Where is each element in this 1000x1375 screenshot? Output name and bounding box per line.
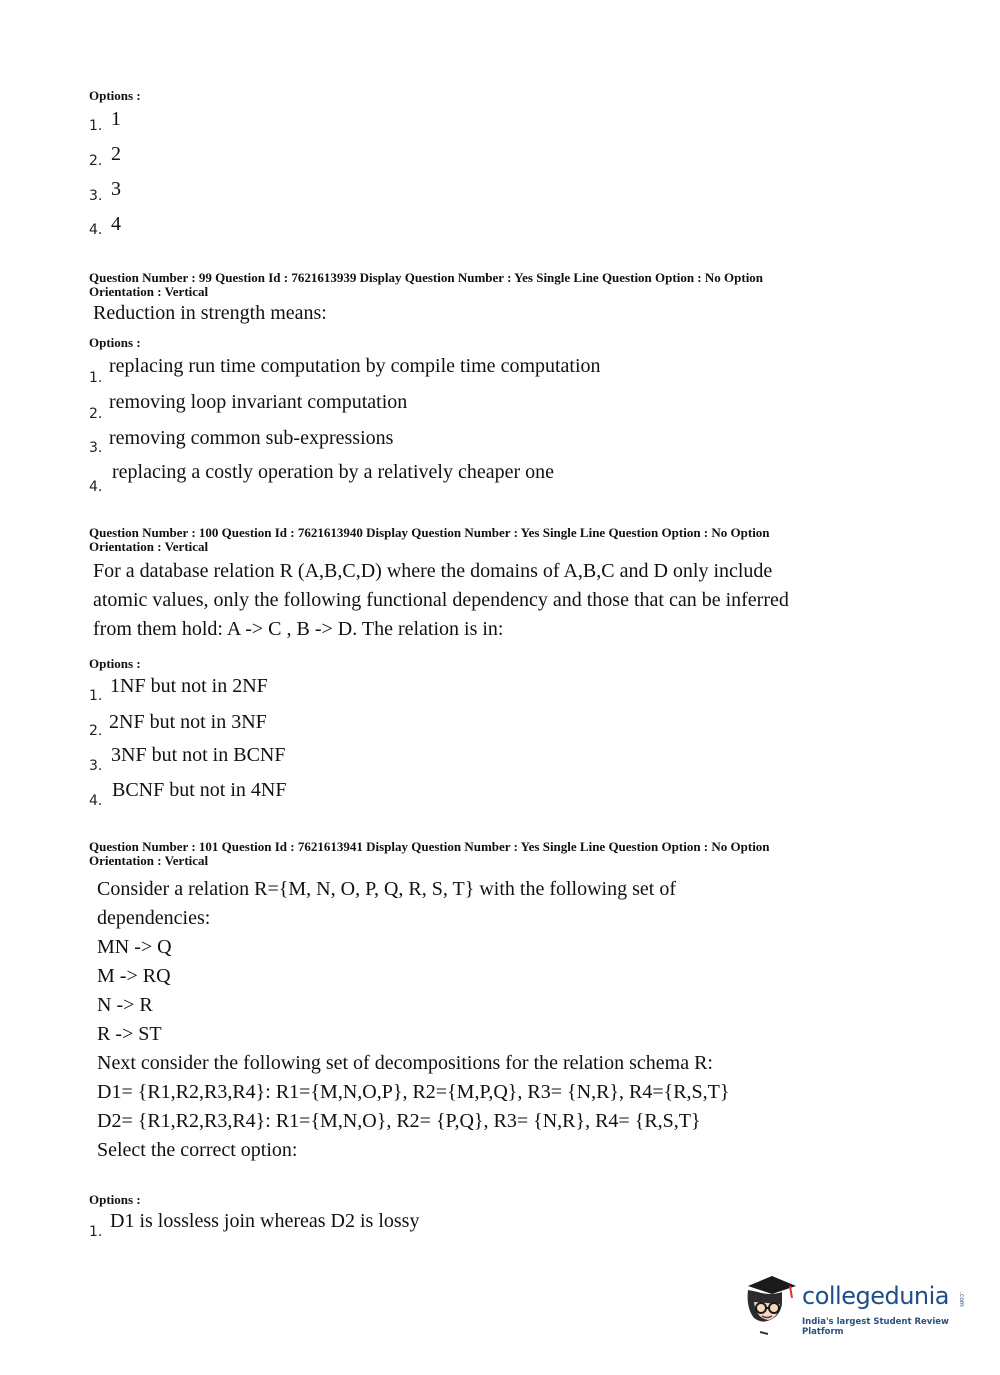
option-text: replacing run time computation by compile time computation <box>109 355 601 377</box>
option-number: 1. <box>89 370 103 386</box>
option-number: 2. <box>89 153 103 169</box>
option-text: 1NF but not in 2NF <box>110 675 268 697</box>
question-meta-line: Question Number : 101 Question Id : 7621613941 Display Question Number : Yes Single Line Question Option : No Option <box>89 839 770 854</box>
option-number: 2. <box>89 723 103 739</box>
question-line: For a database relation R (A,B,C,D) where the domains of A,B,C and D only include <box>93 560 773 582</box>
question-line: N -> R <box>97 994 153 1016</box>
logo-name: collegedunia <box>802 1282 950 1310</box>
question-line: M -> RQ <box>97 965 171 987</box>
option-text: 2NF but not in 3NF <box>109 711 267 733</box>
question-line: R -> ST <box>97 1023 162 1045</box>
question-line: MN -> Q <box>97 936 172 958</box>
option-text: removing loop invariant computation <box>109 391 408 413</box>
collegedunia-logo <box>740 1268 970 1340</box>
logo-tagline: India's largest Student Review Platform <box>802 1317 949 1337</box>
option-text: 2 <box>111 143 121 165</box>
option-number: 4. <box>89 222 103 238</box>
option-number: 1. <box>89 688 103 704</box>
options-label: Options : <box>89 656 141 671</box>
option-number: 3. <box>89 188 103 204</box>
option-number: 4. <box>89 793 103 809</box>
option-text: 3 <box>111 178 121 200</box>
question-meta-line: Question Number : 100 Question Id : 7621613940 Display Question Number : Yes Single Line Question Option : No Option <box>89 525 770 540</box>
question-line: D1= {R1,R2,R3,R4}: R1={M,N,O,P}, R2={M,P,Q}, R3= {N,R}, R4={R,S,T} <box>97 1081 730 1103</box>
question-text <box>93 557 789 644</box>
student-mascot-icon <box>740 1268 800 1340</box>
question-line: atomic values, only the following functional dependency and those that can be inferred <box>93 589 789 611</box>
question-meta-line: Orientation : Vertical <box>89 284 209 299</box>
option-number: 2. <box>89 406 103 422</box>
question-line: Consider a relation R={M, N, O, P, Q, R, S, T} with the following set of <box>97 878 676 900</box>
option-number: 1. <box>89 118 103 134</box>
options-label: Options : <box>89 335 141 350</box>
option-text: D1 is lossless join whereas D2 is lossy <box>110 1210 420 1232</box>
option-number: 3. <box>89 440 103 456</box>
question-meta <box>89 840 879 868</box>
logo-com: .com <box>958 1292 965 1307</box>
options-label: Options : <box>89 1192 141 1207</box>
options-label: Options : <box>89 88 141 103</box>
question-line: Select the correct option: <box>97 1139 298 1161</box>
question-text <box>97 875 730 1165</box>
option-text: removing common sub-expressions <box>109 427 394 449</box>
option-number: 1. <box>89 1224 103 1240</box>
option-text: 4 <box>111 213 121 235</box>
question-text: Reduction in strength means: <box>93 302 327 324</box>
question-meta <box>89 271 879 299</box>
option-text: replacing a costly operation by a relatively cheaper one <box>112 461 555 483</box>
question-meta-line: Question Number : 99 Question Id : 7621613939 Display Question Number : Yes Single Line Question Option : No Option <box>89 270 764 285</box>
option-number: 4. <box>89 479 103 495</box>
question-line: Next consider the following set of decompositions for the relation schema R: <box>97 1052 713 1074</box>
option-text: 3NF but not in BCNF <box>111 744 286 766</box>
question-line: dependencies: <box>97 907 211 929</box>
question-meta <box>89 526 879 554</box>
question-line: from them hold: A -> C , B -> D. The relation is in: <box>93 618 504 640</box>
option-text: 1 <box>111 108 121 130</box>
question-meta-line: Orientation : Vertical <box>89 539 209 554</box>
option-text: BCNF but not in 4NF <box>112 779 287 801</box>
question-meta-line: Orientation : Vertical <box>89 853 209 868</box>
question-line: D2= {R1,R2,R3,R4}: R1={M,N,O}, R2= {P,Q}, R3= {N,R}, R4= {R,S,T} <box>97 1110 701 1132</box>
option-number: 3. <box>89 758 103 774</box>
